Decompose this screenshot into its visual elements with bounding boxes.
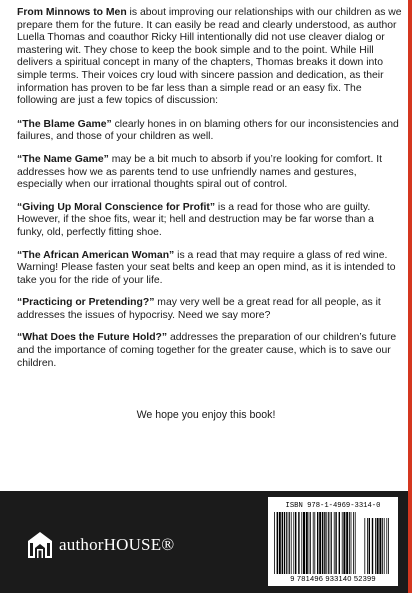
topic-title: “The African American Woman”: [17, 249, 175, 261]
publisher-name: authorHOUSE®: [59, 535, 175, 554]
addon-digits: 52399: [353, 574, 376, 583]
barcode-bar: [388, 518, 389, 574]
topic-paragraph-african-american-woman: [17, 250, 402, 288]
topic-paragraph-blame-game: [17, 119, 402, 144]
barcode-bar: [369, 518, 370, 574]
barcode-bar: [295, 512, 296, 574]
barcode-bar: [328, 512, 329, 574]
barcode-bar: [330, 512, 331, 574]
topic-body: is a read for those who are guilty. However, if the shoe fits, wear it; hell and destruction may be far worse than a funky, old, perfectly fitting shoe.: [17, 201, 374, 238]
barcode-bar: [279, 512, 281, 574]
topic-title: “The Name Game”: [17, 153, 109, 165]
barcode-bar: [346, 512, 348, 574]
barcode-bar: [384, 518, 385, 574]
topic-title: “The Blame Game”: [17, 118, 112, 130]
barcode-bar: [382, 518, 383, 574]
topic-paragraph-future-hold: [17, 332, 402, 370]
barcode-bar: [298, 512, 299, 574]
barcode-bar: [306, 512, 308, 574]
barcode-bar: [331, 512, 332, 574]
barcode-bar: [313, 512, 314, 574]
barcode-bar: [286, 512, 287, 574]
topic-body: may be a bit much to absorb if you’re looking for comfort. It addresses how we as parents tend to use unfriendly names and gestures, especially when our irrational thoughts spiral out of control.: [17, 153, 382, 191]
barcode-bar: [310, 512, 311, 574]
topic-body: is a read that may require a glass of red wine. Warning! Please fasten your seat belts and keep an open mind, as it is intended to take you for the ride of your life.: [17, 249, 396, 286]
barcode-bar: [335, 512, 336, 574]
barcode-bar: [322, 512, 323, 574]
intro-book-title: From Minnows to Men: [17, 7, 127, 18]
publisher-footer: [0, 491, 408, 593]
barcode-bar: [282, 512, 283, 574]
barcode-bar: [343, 512, 345, 574]
barcode-bar: [319, 512, 321, 574]
barcode-bar: [277, 512, 278, 574]
barcode-bar: [367, 518, 368, 574]
barcode-bar: [375, 518, 376, 574]
intro-body: is about improving our relationships with our children as we prepare them for the future. It can easily be read and clearly understood, as author Luella Thomas and coauthor Ricky Hill intentionally did not use cleaver dialog or mastering wit. They chose to keep the book simple and to the point. While Hill delivers a spiritual concept in many of the chapters, Thomas breaks it down into simple terms. Their voices cry loud with sincere passion and dedication, as their information has proven to be far less than a simple read or an easy fix. The following are just a few topics of discussion:: [17, 7, 402, 107]
topic-paragraph-moral-conscience: [17, 202, 402, 240]
barcode-bar: [317, 512, 318, 574]
barcode-bar: [293, 512, 294, 574]
barcode-bar: [386, 518, 387, 574]
barcode-bar: [324, 512, 325, 574]
spine-accent-strip: [408, 0, 412, 593]
barcode-bar: [288, 512, 289, 574]
barcode-bar: [291, 512, 292, 574]
barcode-bar: [364, 518, 365, 574]
barcode-bar: [334, 512, 335, 574]
barcode-bar: [349, 512, 350, 574]
topic-title: “Practicing or Pretending?”: [17, 297, 155, 309]
barcode-bar: [351, 512, 352, 574]
closing-line: We hope you enjoy this book!: [136, 409, 276, 421]
barcode-bar: [377, 518, 379, 574]
topic-body: addresses the preparation of our children’s future and the importance of coming together for the greater cause, which is to save our children.: [17, 332, 397, 369]
topic-title: “Giving Up Moral Conscience for Profit”: [17, 201, 216, 213]
barcode-bar: [309, 512, 310, 574]
barcode-digits-line: [268, 574, 398, 583]
barcode-bar: [284, 512, 285, 574]
barcode-bar: [314, 512, 315, 574]
barcode-bar: [379, 518, 381, 574]
barcode-bar: [372, 518, 373, 574]
barcode-bar: [303, 512, 305, 574]
barcode-bar: [326, 512, 327, 574]
topic-body: clearly hones in on blaming others for our inconsistencies and failures, and those of your children as well.: [17, 118, 399, 143]
isbn-label: ISBN 978-1-4969-3314-0: [285, 502, 381, 510]
barcode-bar: [289, 512, 290, 574]
intro-paragraph: [17, 7, 402, 108]
ean-digits: 9 781496 933140: [290, 574, 352, 583]
house-arch-icon: [27, 531, 53, 559]
topic-title: “What Does the Future Hold?”: [17, 332, 168, 344]
publisher-logo: [27, 531, 174, 559]
barcode-bars: [274, 512, 392, 574]
description-text: [17, 7, 402, 380]
topic-paragraph-name-game: [17, 154, 402, 192]
barcode-bar: [339, 512, 340, 574]
barcode-bar: [355, 512, 356, 574]
topic-body: may very well be a great read for all people, as it addresses the issues of hypocrisy. Need we say more?: [17, 297, 381, 321]
barcode-bar: [353, 512, 354, 574]
topic-paragraph-practicing-pretending: [17, 297, 402, 322]
barcode-bar: [342, 512, 343, 574]
barcode-panel: [268, 497, 398, 586]
barcode-bar: [301, 512, 302, 574]
barcode-bar: [274, 512, 275, 574]
